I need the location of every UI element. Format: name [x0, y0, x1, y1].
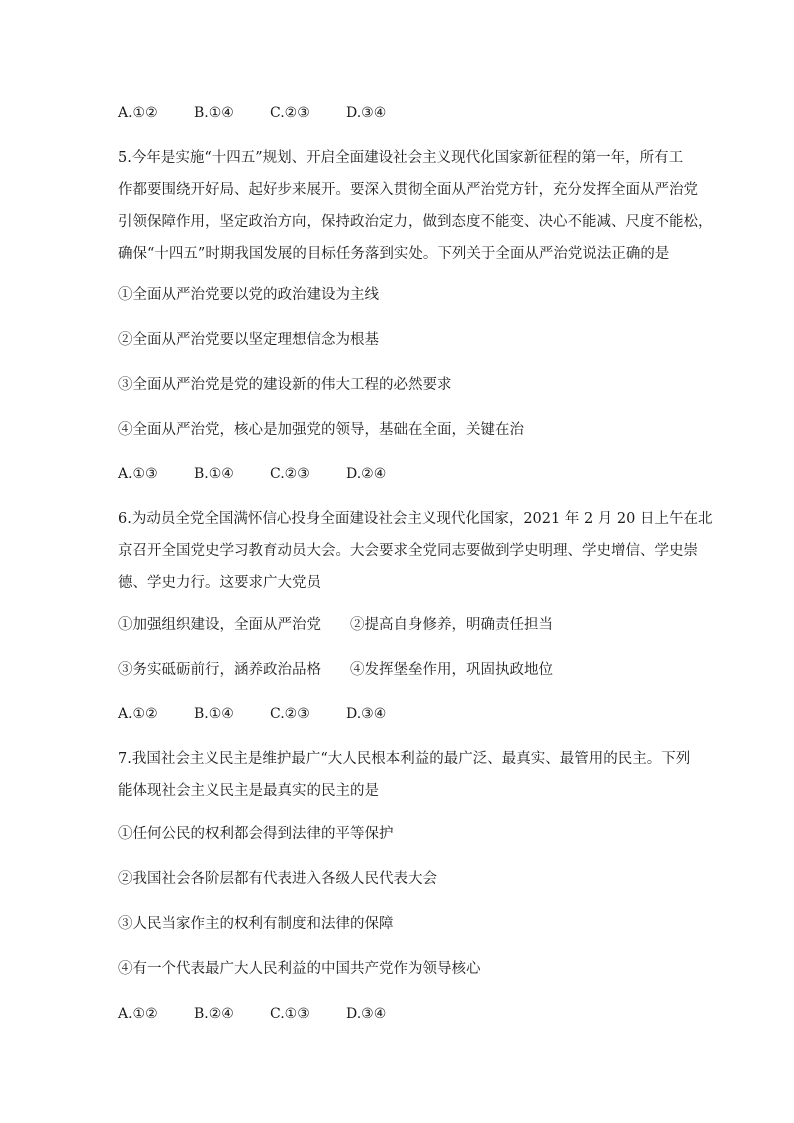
q5-stem-line: 作都要围绕开好局、起好步来展开。要深入贯彻全面从严治党方针，充分发挥全面从严治党	[118, 182, 698, 198]
q6-statement-2: ②提高自身修养，明确责任担当	[350, 617, 553, 633]
choice-b: B.②④	[194, 1006, 234, 1022]
choice-c: C.②③	[270, 466, 310, 482]
q7-statement-1: ①任何公民的权利都会得到法律的平等保护	[118, 826, 394, 842]
q6-statement-3: ③务实砥砺前行，涵养政治品格	[118, 662, 321, 678]
q5-stem-line: 引领保障作用，坚定政治方向，保持政治定力，做到态度不能变、决心不能减、尺度不能松，	[118, 214, 713, 230]
q5-choices	[118, 464, 422, 484]
q5-stem-line: 5.今年是实施“十四五”规划、开启全面建设社会主义现代化国家新征程的第一年，所有工	[118, 150, 684, 166]
q6-stem-line: 德、学史力行。这要求广大党员	[118, 575, 321, 591]
q6-stem-line: 6.为动员全党全国满怀信心投身全面建设社会主义现代化国家，2021 年 2 月 20 日上午在北	[118, 511, 713, 527]
q6-stem-line: 京召开全国党史学习教育动员大会。大会要求全党同志要做到学史明理、学史增信、学史崇	[118, 543, 698, 559]
choice-a: A.①②	[118, 1006, 158, 1022]
q6-statement-1: ①加强组织建设，全面从严治党	[118, 617, 321, 633]
choice-a: A.①②	[118, 105, 158, 121]
q5-stem	[118, 148, 713, 276]
choice-d: D.②④	[346, 466, 387, 482]
q5-statement-1: ①全面从严治党要以党的政治建设为主线	[118, 287, 379, 303]
q7-stem-line: 7.我国社会主义民主是维护最广“大人民根本利益的最广泛、最真实、最管用的民主。下列	[118, 751, 691, 767]
q7-statement-3: ③人民当家作主的权利有制度和法律的保障	[118, 916, 394, 932]
q5-statement-3: ③全面从严治党是党的建设新的伟大工程的必然要求	[118, 377, 452, 393]
q7-stem-line: 能体现社会主义民主是最真实的民主的是	[118, 783, 379, 799]
q5-stem-line: 确保“十四五”时期我国发展的目标任务落到实处。下列关于全面从严治党说法正确的是	[118, 246, 670, 262]
q7-statement-4: ④有一个代表最广大人民利益的中国共产党作为领导核心	[118, 961, 481, 977]
q6-statements-row-2	[118, 660, 553, 680]
choice-b: B.①④	[194, 466, 234, 482]
q6-statements-row-1	[118, 615, 553, 635]
q6-statement-4: ④发挥堡垒作用，巩固执政地位	[350, 662, 553, 678]
q4-choices	[118, 103, 422, 123]
choice-d: D.③④	[346, 1006, 387, 1022]
q6-stem	[118, 509, 713, 605]
q7-choices	[118, 1004, 422, 1024]
choice-b: B.①④	[194, 706, 234, 722]
q7-statement-2: ②我国社会各阶层都有代表进入各级人民代表大会	[118, 871, 437, 887]
choice-a: A.①②	[118, 706, 158, 722]
choice-b: B.①④	[194, 105, 234, 121]
choice-c: C.②③	[270, 706, 310, 722]
q5-statement-4: ④全面从严治党，核心是加强党的领导，基础在全面，关键在治	[118, 422, 524, 438]
choice-d: D.③④	[346, 105, 387, 121]
choice-c: C.②③	[270, 105, 310, 121]
choice-a: A.①③	[118, 466, 158, 482]
choice-c: C.①③	[270, 1006, 310, 1022]
q6-choices	[118, 704, 422, 724]
q5-statement-2: ②全面从严治党要以坚定理想信念为根基	[118, 332, 379, 348]
choice-d: D.③④	[346, 706, 387, 722]
q7-stem	[118, 749, 691, 813]
